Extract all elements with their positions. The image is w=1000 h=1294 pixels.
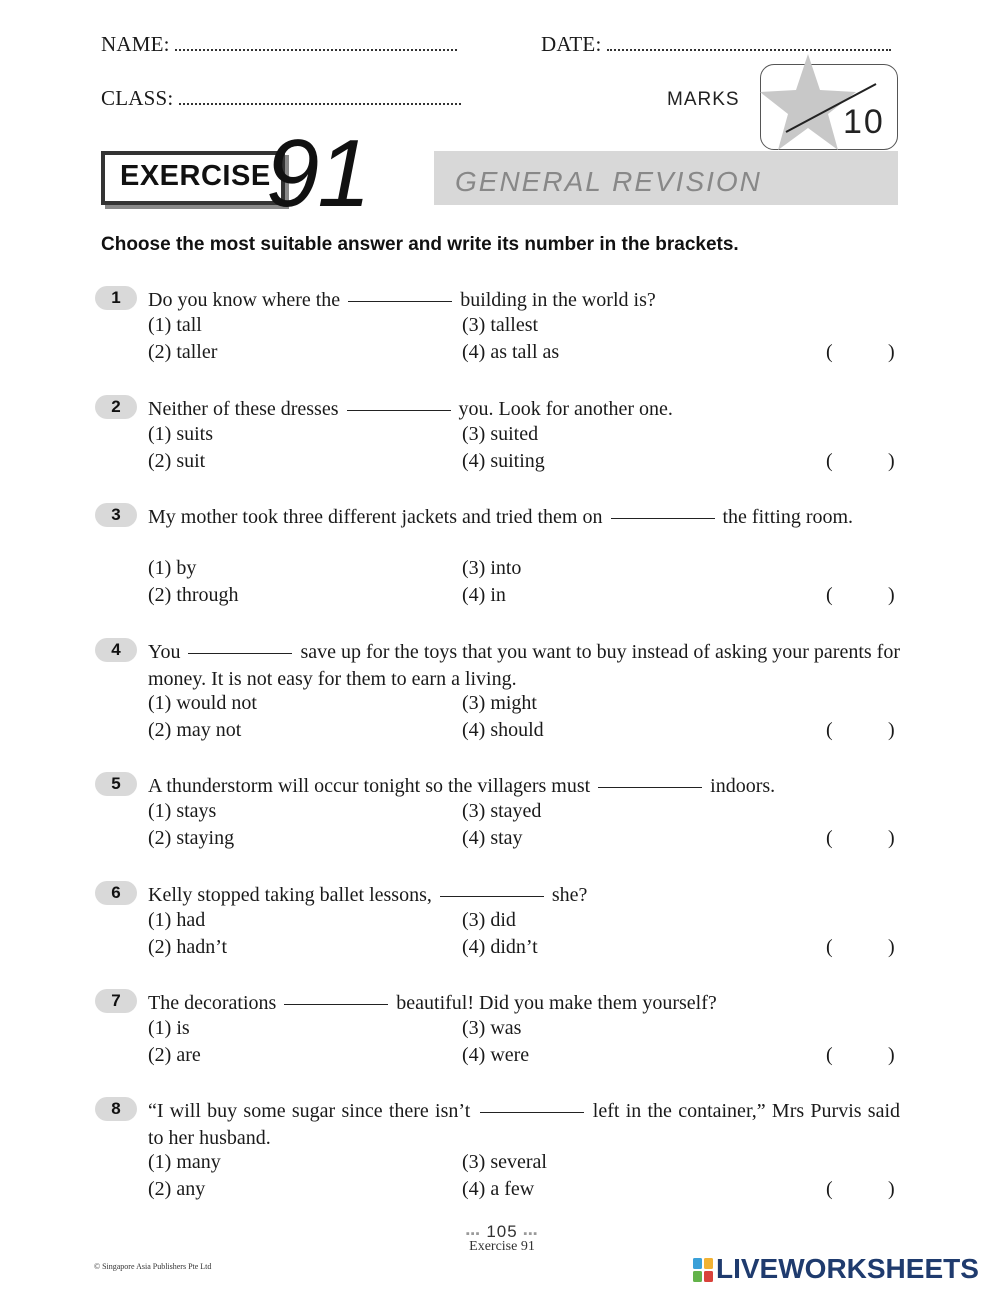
bracket-open: (	[826, 936, 833, 958]
option-1: (1) many	[148, 1151, 221, 1173]
option-3: (3) several	[462, 1151, 547, 1173]
answer-blank[interactable]	[598, 786, 702, 788]
name-input-line[interactable]	[175, 33, 457, 51]
bracket-open: (	[826, 584, 833, 606]
bracket-close: )	[888, 1044, 895, 1066]
answer-bracket[interactable]	[837, 827, 885, 853]
option-2: (2) through	[148, 584, 239, 606]
question-number: 7	[95, 989, 137, 1013]
bracket-open: (	[826, 341, 833, 363]
bracket-close: )	[888, 450, 895, 472]
bracket-close: )	[888, 341, 895, 363]
question-number: 8	[95, 1097, 137, 1121]
option-3: (3) into	[462, 557, 522, 579]
question-number: 5	[95, 772, 137, 796]
bracket-open: (	[826, 450, 833, 472]
question-stem: Kelly stopped taking ballet lessons, she?	[148, 884, 588, 906]
option-1: (1) tall	[148, 314, 202, 336]
class-field[interactable]	[101, 86, 461, 111]
date-input-line[interactable]	[607, 33, 891, 51]
option-1: (1) suits	[148, 423, 213, 445]
option-4: (4) stay	[462, 827, 523, 849]
option-3: (3) might	[462, 692, 537, 714]
option-3: (3) was	[462, 1017, 522, 1039]
exercise-word: EXERCISE	[120, 160, 271, 192]
name-field[interactable]	[101, 32, 457, 57]
answer-blank[interactable]	[480, 1111, 584, 1113]
option-1: (1) is	[148, 1017, 190, 1039]
question-stem: You save up for the toys that you want to buy instead of asking your parents for money. It is not easy for them to earn a living.	[148, 641, 900, 690]
name-label: NAME:	[101, 32, 170, 56]
option-1: (1) by	[148, 557, 197, 579]
option-1: (1) would not	[148, 692, 257, 714]
option-3: (3) tallest	[462, 314, 539, 336]
answer-bracket[interactable]	[837, 1044, 885, 1070]
footer-exercise: Exercise 91	[469, 1239, 535, 1254]
liveworksheets-logo-icon	[692, 1257, 714, 1283]
answer-blank[interactable]	[348, 300, 452, 302]
bracket-open: (	[826, 719, 833, 741]
option-2: (2) staying	[148, 827, 235, 849]
option-4: (4) a few	[462, 1178, 535, 1200]
answer-bracket[interactable]	[837, 719, 885, 745]
bracket-open: (	[826, 1044, 833, 1066]
option-2: (2) taller	[148, 341, 218, 363]
answer-blank[interactable]	[440, 895, 544, 897]
section-title: GENERAL REVISION	[455, 166, 762, 197]
option-2: (2) suit	[148, 450, 206, 472]
answer-bracket[interactable]	[837, 450, 885, 476]
answer-blank[interactable]	[347, 409, 451, 411]
page-deco-right: ▪▪▪	[523, 1228, 539, 1240]
question-number: 4	[95, 638, 137, 662]
answer-bracket[interactable]	[837, 936, 885, 962]
option-4: (4) should	[462, 719, 544, 741]
page-number: ▪▪▪ 105 ▪▪▪	[465, 1222, 539, 1241]
question-stem: A thunderstorm will occur tonight so the villagers must indoors.	[148, 775, 776, 797]
answer-bracket[interactable]	[837, 584, 885, 610]
question-number: 2	[95, 395, 137, 419]
option-2: (2) any	[148, 1178, 206, 1200]
option-4: (4) were	[462, 1044, 530, 1066]
question-stem: My mother took three different jackets and tried them on the fitting room.	[148, 506, 854, 528]
bracket-close: )	[888, 1178, 895, 1200]
instruction: Choose the most suitable answer and write its number in the brackets.	[101, 234, 739, 255]
marks-total: 10	[843, 103, 885, 141]
option-1: (1) stays	[148, 800, 217, 822]
bracket-close: )	[888, 719, 895, 741]
bracket-open: (	[826, 1178, 833, 1200]
copyright: © Singapore Asia Publishers Pte Ltd	[94, 1262, 212, 1271]
option-1: (1) had	[148, 909, 206, 931]
question-number: 1	[95, 286, 137, 310]
option-2: (2) may not	[148, 719, 242, 741]
option-4: (4) suiting	[462, 450, 545, 472]
marks-label: MARKS	[667, 89, 740, 110]
question-stem: The decorations beautiful! Did you make them yourself?	[148, 992, 717, 1014]
answer-blank[interactable]	[188, 652, 292, 654]
page-deco-left: ▪▪▪	[465, 1228, 481, 1240]
class-label: CLASS:	[101, 86, 174, 110]
option-2: (2) are	[148, 1044, 201, 1066]
date-label: DATE:	[541, 32, 602, 56]
bracket-close: )	[888, 936, 895, 958]
bracket-open: (	[826, 827, 833, 849]
liveworksheets-brand: LIVEWORKSHEETS	[716, 1253, 979, 1284]
answer-blank[interactable]	[611, 517, 715, 519]
option-4: (4) didn’t	[462, 936, 538, 958]
option-4: (4) as tall as	[462, 341, 560, 363]
option-3: (3) did	[462, 909, 516, 931]
bracket-close: )	[888, 827, 895, 849]
option-3: (3) stayed	[462, 800, 542, 822]
option-3: (3) suited	[462, 423, 539, 445]
bracket-close: )	[888, 584, 895, 606]
answer-blank[interactable]	[284, 1003, 388, 1005]
question-number: 3	[95, 503, 137, 527]
class-input-line[interactable]	[179, 87, 461, 105]
option-2: (2) hadn’t	[148, 936, 228, 958]
exercise-number: 91	[266, 120, 369, 227]
question-stem: Do you know where the building in the world is?	[148, 289, 656, 311]
option-4: (4) in	[462, 584, 506, 606]
question-number: 6	[95, 881, 137, 905]
answer-bracket[interactable]	[837, 1178, 885, 1204]
question-stem: Neither of these dresses you. Look for another one.	[148, 398, 673, 420]
question-stem: “I will buy some sugar since there isn’t left in the container,” Mrs Purvis said to her husband.	[148, 1100, 901, 1149]
answer-bracket[interactable]	[837, 341, 885, 367]
